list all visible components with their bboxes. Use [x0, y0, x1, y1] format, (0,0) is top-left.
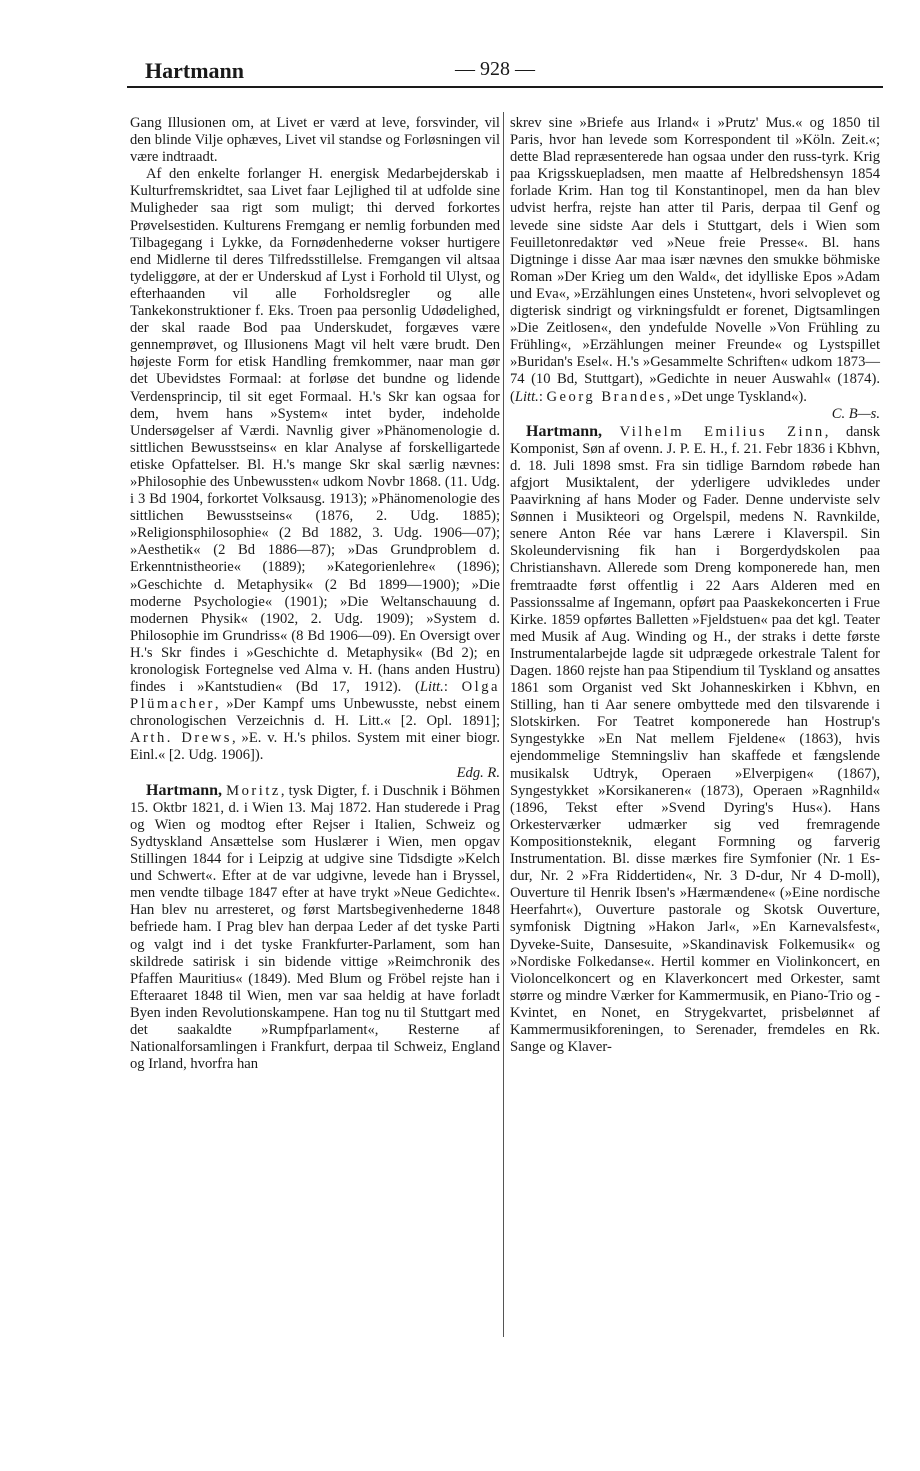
author-drews: Arth. Drews [130, 730, 232, 747]
colon: : [443, 679, 462, 696]
entry-given-name: Vilhelm Emilius Zinn [619, 423, 825, 440]
page-number: — 928 — [455, 58, 535, 80]
litt-label: Litt. [514, 388, 539, 405]
left-column [130, 115, 500, 1073]
entry-moritz-hartmann [130, 782, 500, 1074]
entry-headword: Hartmann, [526, 422, 602, 440]
paragraph-illusion: Gang Illusionen om, at Livet er værd at leve, forsvinder, vil den blinde Vilje ophæves, Livet vil standse og Forløsningen vil være indtraadt. [130, 115, 500, 166]
column-divider [503, 112, 504, 1337]
right-column [510, 115, 880, 1056]
entry-given-name: Moritz [226, 782, 281, 799]
author-brandes: Georg Brandes [546, 388, 667, 405]
signature-c-b-s: C. B—s. [831, 405, 880, 422]
entry-text: , tysk Digter, f. i Duschnik i Böhmen 15. Oktbr 1821, d. i Wien 13. Maj 1872. Han studerede i Prag og Wien og modtog efter Rejser i Italien, Schweiz og Sydtyskland Ansættelse som Huslærer i Wien, men opgav Stillingen 1844 for i Leipzig at udgive sine Tidsdigte »Kelch und Schwert«. Efter at de var udgivne, levede han i Bryssel, men vendte tilbage 1847 efter at have trykt »Neue Gedichte«. Han blev nu arresteret, og først Martsbegivenhederne 1848 befriede ham. I Prag blev han derpaa Leder af det tyske Parti og valgt ind i det tyske Frankfurter-Parlament, som han skildrede satirisk i sin bidende vittige »Reimchronik des Pfaffen Mauritius« (1849). Med Blum og Fröbel rejste han i Efteraaret 1848 til Wien, men var saa heldig at have forladt Byen inden Revolutionskampene. Han tog nu til Stuttgart med det saakaldte »Rumpfparlament«, Resterne af Nationalforsamlingen i Frankfurt, derpaa til Schweiz, England og Irland, hvorfra han [130, 782, 500, 1073]
header-rule [127, 86, 883, 88]
signature-edg-r: Edg. R. [456, 764, 500, 781]
running-head: Hartmann [145, 58, 244, 83]
page-header [0, 54, 920, 90]
paragraph-text: , »E. v. H.'s philos. System mit einer biogr. Einl.« [2. Udg. 1906]). [130, 730, 500, 764]
paragraph-text: , »Det unge Tyskland«). [666, 388, 807, 405]
author-plumacher: Olga Plümacher [130, 679, 501, 713]
colon: : [538, 388, 547, 405]
paragraph-text: , »Der Kampf ums Unbewusste, nebst einem chronologischen Verzeichnis d. H. Litt.« [2. Opl. 1891]; [130, 696, 500, 730]
paragraph-text: skrev sine »Briefe aus Irland« i »Prutz' Mus.« og 1850 til Paris, hvor han levede som Korrespondent til »Köln. Zeit.«; dette Blad repræsenterede han ogsaa under den russ-tyrk. Krig paa Krigsskuepladsen, men maatte af Helbredshensyn 1854 forlade Krim. Han tog til Konstantinopel, men da han blev udvist herfra, rejste han atter til Paris, derpaa til Genf og levede sine sidste Aar dels i Stuttgart, dels i Wien som Feuilletonredaktør ved »Neue freie Presse«. Bl. hans Digtninge i disse Aar maa især nævnes den smukke böhmiske Roman »Der Krieg um den Wald«, det idylliske Epos »Adam und Eva«, »Erzählungen eines Unsteten«, hvori selvoplevet og digterisk sindrigt og virkningsfuldt er forenet, Digtsamlingen »Die Zeitlosen«, den yndefulde Novelle »Von Frühling zu Frühling«, »Erzählungen meiner Freunde« og Lystspillet »Buridan's Esel«. H.'s »Gesammelte Schriften« udkom 1873—74 (10 Bd, Stuttgart), »Gedichte in neuer Auswahl« (1874). ( [510, 115, 880, 405]
litt-label: Litt. [419, 679, 444, 696]
paragraph-moritz-continued [510, 115, 880, 406]
paragraph-ethics [130, 166, 500, 764]
entry-text: , dansk Komponist, Søn af ovenn. J. P. E. H., f. 21. Febr 1836 i Kbhvn, d. 18. Juli 1898 smst. Fra sin tidlige Barndom røbede han afgjort Musiktalent, der yderligere udvikledes under Paavirkning af hans Moder og Fader. Denne underviste selv Sønnen i Musikteori og Orgelspil, medens N. Ravnkilde, senere Anton Rée var hans Lærere i Klaverspil. Sin Skoleundervisning fik han i Borgerdydskolen paa Christianshavn. Allerede som Dreng komponerede han, men fremtraadte først offentlig i 22 Aars Alderen med en Passionssalme af Ingemann, opført paa Paaskekoncerten i Frue Kirke. 1859 opførtes Balletten »Fjeldstuen« paa det kgl. Teater med Musik af Aug. Winding og H., der straks i dette første Instrumentalarbejde lagde sit udprægede orkestrale Talent for Dagen. 1860 rejste han paa Stipendium til Tyskland og ansattes 1861 som Organist ved Skt Johanneskirken i Kbhvn, en Stilling, han ti Aar senere ombyttede med den tilsvarende i Slotskirken. For Teatret komponerede han Hostrup's Syngestykke »En Nat mellem Fjeldene« (1863), hvis ejendommelige Stemningsliv han skaffede et fængslende musikalsk Udtryk, Operaen »Elverpigen« (1867), Syngestykket »Korsikaneren« (1873), Operaen »Ragnhild« (1896, Tekst efter »Svend Dyring's Hus«). Hans Orkesterværker udmærker sig ved fremragende Kompositionsteknik, elegant Formning og farverig Instrumentation. Bl. disse mærkes fire Symfonier (Nr. 1 Es-dur, Nr. 2 »Fra Riddertiden«, Nr. 3 D-dur, Nr 4 D-moll), Ouverture til Henrik Ibsen's »Hærmændene« (»Eine nordische Heerfahrt«), Ouverture pastorale og Skotsk Ouverture, symfonisk Digtning »Hakon Jarl«, »En Karnevalsfest«, Dyveke-Suite, Dansesuite, »Skandinavisk Folkemusik« og »Nordiske Folkedanse«. Hertil kommer en Violinkoncert, en Violoncelkoncert og en Klaverkoncert med Orkester, samt større og mindre Værker for Kammermusik, en Piano-Trio og -Kvintet, en Nonet, en Strygekvartet, prisbelønnet af Kammermusikforeningen, to Serenader, fremdeles en Rk. Sange og Klaver- [510, 423, 880, 1056]
entry-headword: Hartmann, [146, 781, 222, 799]
entry-vilhelm-hartmann [510, 423, 880, 1056]
paragraph-text: Af den enkelte forlanger H. energisk Medarbejderskab i Kulturfremskridtet, saa Livet faar Lejlighed til at udfolde sine Muligheder saa rigt som muligt; thi derved forkortes Prøvelsestiden. Kulturens Fremgang er nemlig forbunden med Tilbagegang i Lykke, da Fornødenhederne vokser hurtigere end Midlerne til deres Tilfredsstillelse. Fremgangen vil altsaa tydeliggøre, at der er Underskud af Lyst i Forhold til Ulyst, og efterhaanden vil alle Forholdsregler og alle Tankekonstruktioner f. Eks. Troen paa personlig Udødelighed, der skal raade Bod paa Underskudet, forgæves være gennemprøvet, og Illusionens Magt vil helt være brudt. Den højeste Form for etisk Handling fremkommer, naar man gør det Ubevidstes Formaal: at forløse det bundne og lidende Verdensprincip, til sit eget Formaal. H.'s Skr kan ogsaa for dem, hvem hans »System« intet byder, indeholde Undersøgelser af Værdi. Navnlig giver »Phänomenologie d. sittlichen Bewusstseins« en klar Analyse af forskelligartede etiske Opfattelser. Bl. H.'s mange Skr skal særlig nævnes: »Philosophie des Unbewussten« udkom Novbr 1868. (11. Udg. i 3 Bd 1904, forkortet Volksausg. 1913); »Phänomenologie des sittlichen Bewusstseins« (1876, 2. Udg. 1885); »Religionsphilosophie« (2 Bd 1882, 3. Udg. 1906—07); »Aesthetik« (2 Bd 1886—87); »Das Grundproblem d. Erkenntnistheorie« (1889); »Kategorienlehre« (1896); »Geschichte d. Metaphysik« (2 Bd 1899—1900); »Die moderne Psychologie« (1901); »Die Weltanschauung d. modernen Physik« (1902, 2. Udg. 1909); »System d. Philosophie im Grundriss« (8 Bd 1906—09). En Oversigt over H.'s Skr findes i »Geschichte d. Metaphysik« (Bd 2); en kronologisk Fortegnelse ved Alma v. H. (hans anden Hustru) findes i »Kantstudien« (Bd 17, 1912). ( [130, 166, 500, 696]
